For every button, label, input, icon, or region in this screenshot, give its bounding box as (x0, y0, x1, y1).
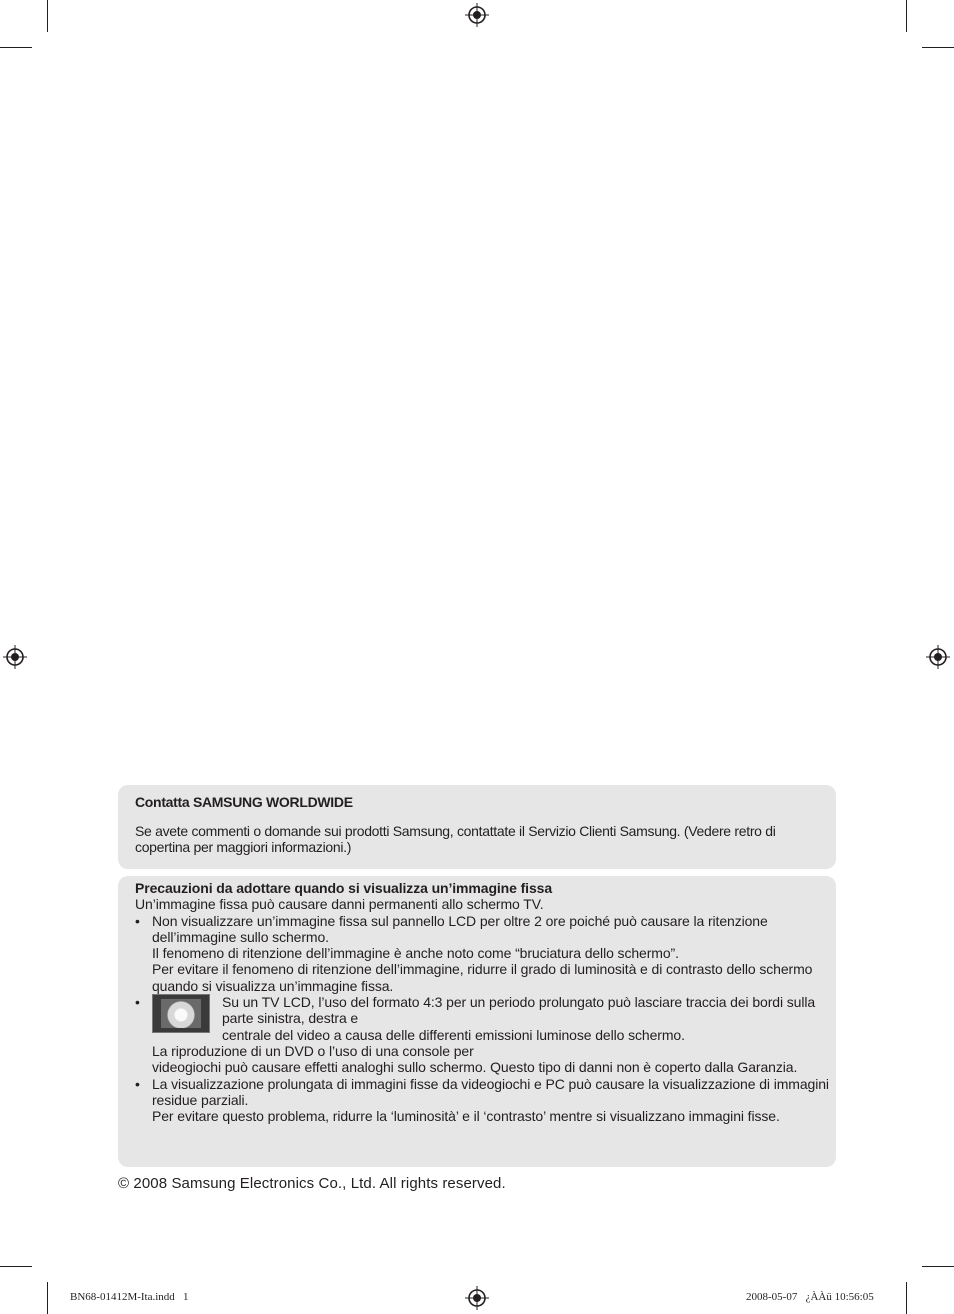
precaution-line: Su un TV LCD, l’uso del formato 4:3 per un periodo prolungato può lasciare traccia dei bordi sulla parte sinistra, destra e (222, 994, 816, 1027)
precaution-line: Per evitare questo problema, ridurre la ‘luminosità’ e il ‘contrasto’ mentre si visualizzano immagini fisse. (152, 1108, 780, 1125)
registration-mark-icon (465, 3, 489, 27)
precaution-item (135, 994, 830, 1075)
crop-mark-top-right-horizontal (922, 47, 954, 48)
precaution-thumbnail-block (152, 994, 830, 1043)
crop-mark-top-left-horizontal (0, 47, 32, 48)
copyright-notice: © 2008 Samsung Electronics Co., Ltd. All rights reserved. (118, 1175, 506, 1192)
crop-mark-bottom-left-horizontal (0, 1266, 32, 1267)
precaution-line: La visualizzazione prolungata di immagini fisse da videogiochi e PC può causare la visualizzazione di immagini residue parziali. (152, 1075, 829, 1108)
contact-info-box (118, 785, 836, 869)
precaution-line: La riproduzione di un DVD o l’uso di una console per (152, 1042, 474, 1059)
registration-mark-icon (3, 645, 27, 669)
crop-mark-top-right-vertical (906, 0, 907, 32)
print-file-label: BN68-01412M-Ita.indd 1 (70, 1291, 189, 1303)
precautions-title: Precauzioni da adottare quando si visualizza un’immagine fissa (135, 880, 553, 896)
precaution-line: Non visualizzare un’immagine fissa sul pannello LCD per oltre 2 ore poiché può causare la ritenzione dell’immagine sullo schermo. (152, 912, 768, 945)
crop-mark-top-left-vertical (47, 0, 48, 32)
precautions-intro: Un’immagine fissa può causare danni permanenti allo schermo TV. (135, 896, 544, 913)
registration-mark-icon (926, 645, 950, 669)
precaution-line: Il fenomeno di ritenzione dell’immagine è anche noto come “bruciatura dello schermo”. (152, 945, 679, 962)
bullet-symbol: • (135, 912, 140, 929)
precaution-line: centrale del video a causa delle differenti emissioni luminose dello schermo. (222, 1026, 685, 1043)
crop-mark-bottom-right-horizontal (922, 1266, 954, 1267)
crop-mark-bottom-left-vertical (47, 1282, 48, 1314)
precaution-line: Per evitare il fenomeno di ritenzione dell’immagine, ridurre il grado di luminosità e di contrasto dello schermo quando si visualizza un’immagine fissa. (152, 961, 813, 994)
tv-screen-thumbnail-image (152, 994, 210, 1033)
precaution-item (135, 1076, 830, 1125)
bullet-symbol: • (135, 994, 140, 1011)
still-image-precautions-box (118, 876, 836, 1167)
bullet-symbol: • (135, 1075, 140, 1092)
registration-mark-icon (465, 1286, 489, 1310)
print-timestamp: 2008-05-07 ¿ÀÀü 10:56:05 (746, 1291, 874, 1303)
contact-title: Contatta SAMSUNG WORLDWIDE (135, 794, 353, 810)
crop-mark-bottom-right-vertical (906, 1282, 907, 1314)
precaution-line: videogiochi può causare effetti analoghi sullo schermo. Questo tipo di danni non è coperto dalla Garanzia. (152, 1059, 798, 1076)
precaution-item (135, 913, 830, 994)
flower-image (161, 999, 201, 1028)
contact-body: Se avete commenti o domande sui prodotti Samsung, contattate il Servizio Clienti Samsung. (Vedere retro di copertina per maggiori informazioni.) (135, 823, 776, 855)
